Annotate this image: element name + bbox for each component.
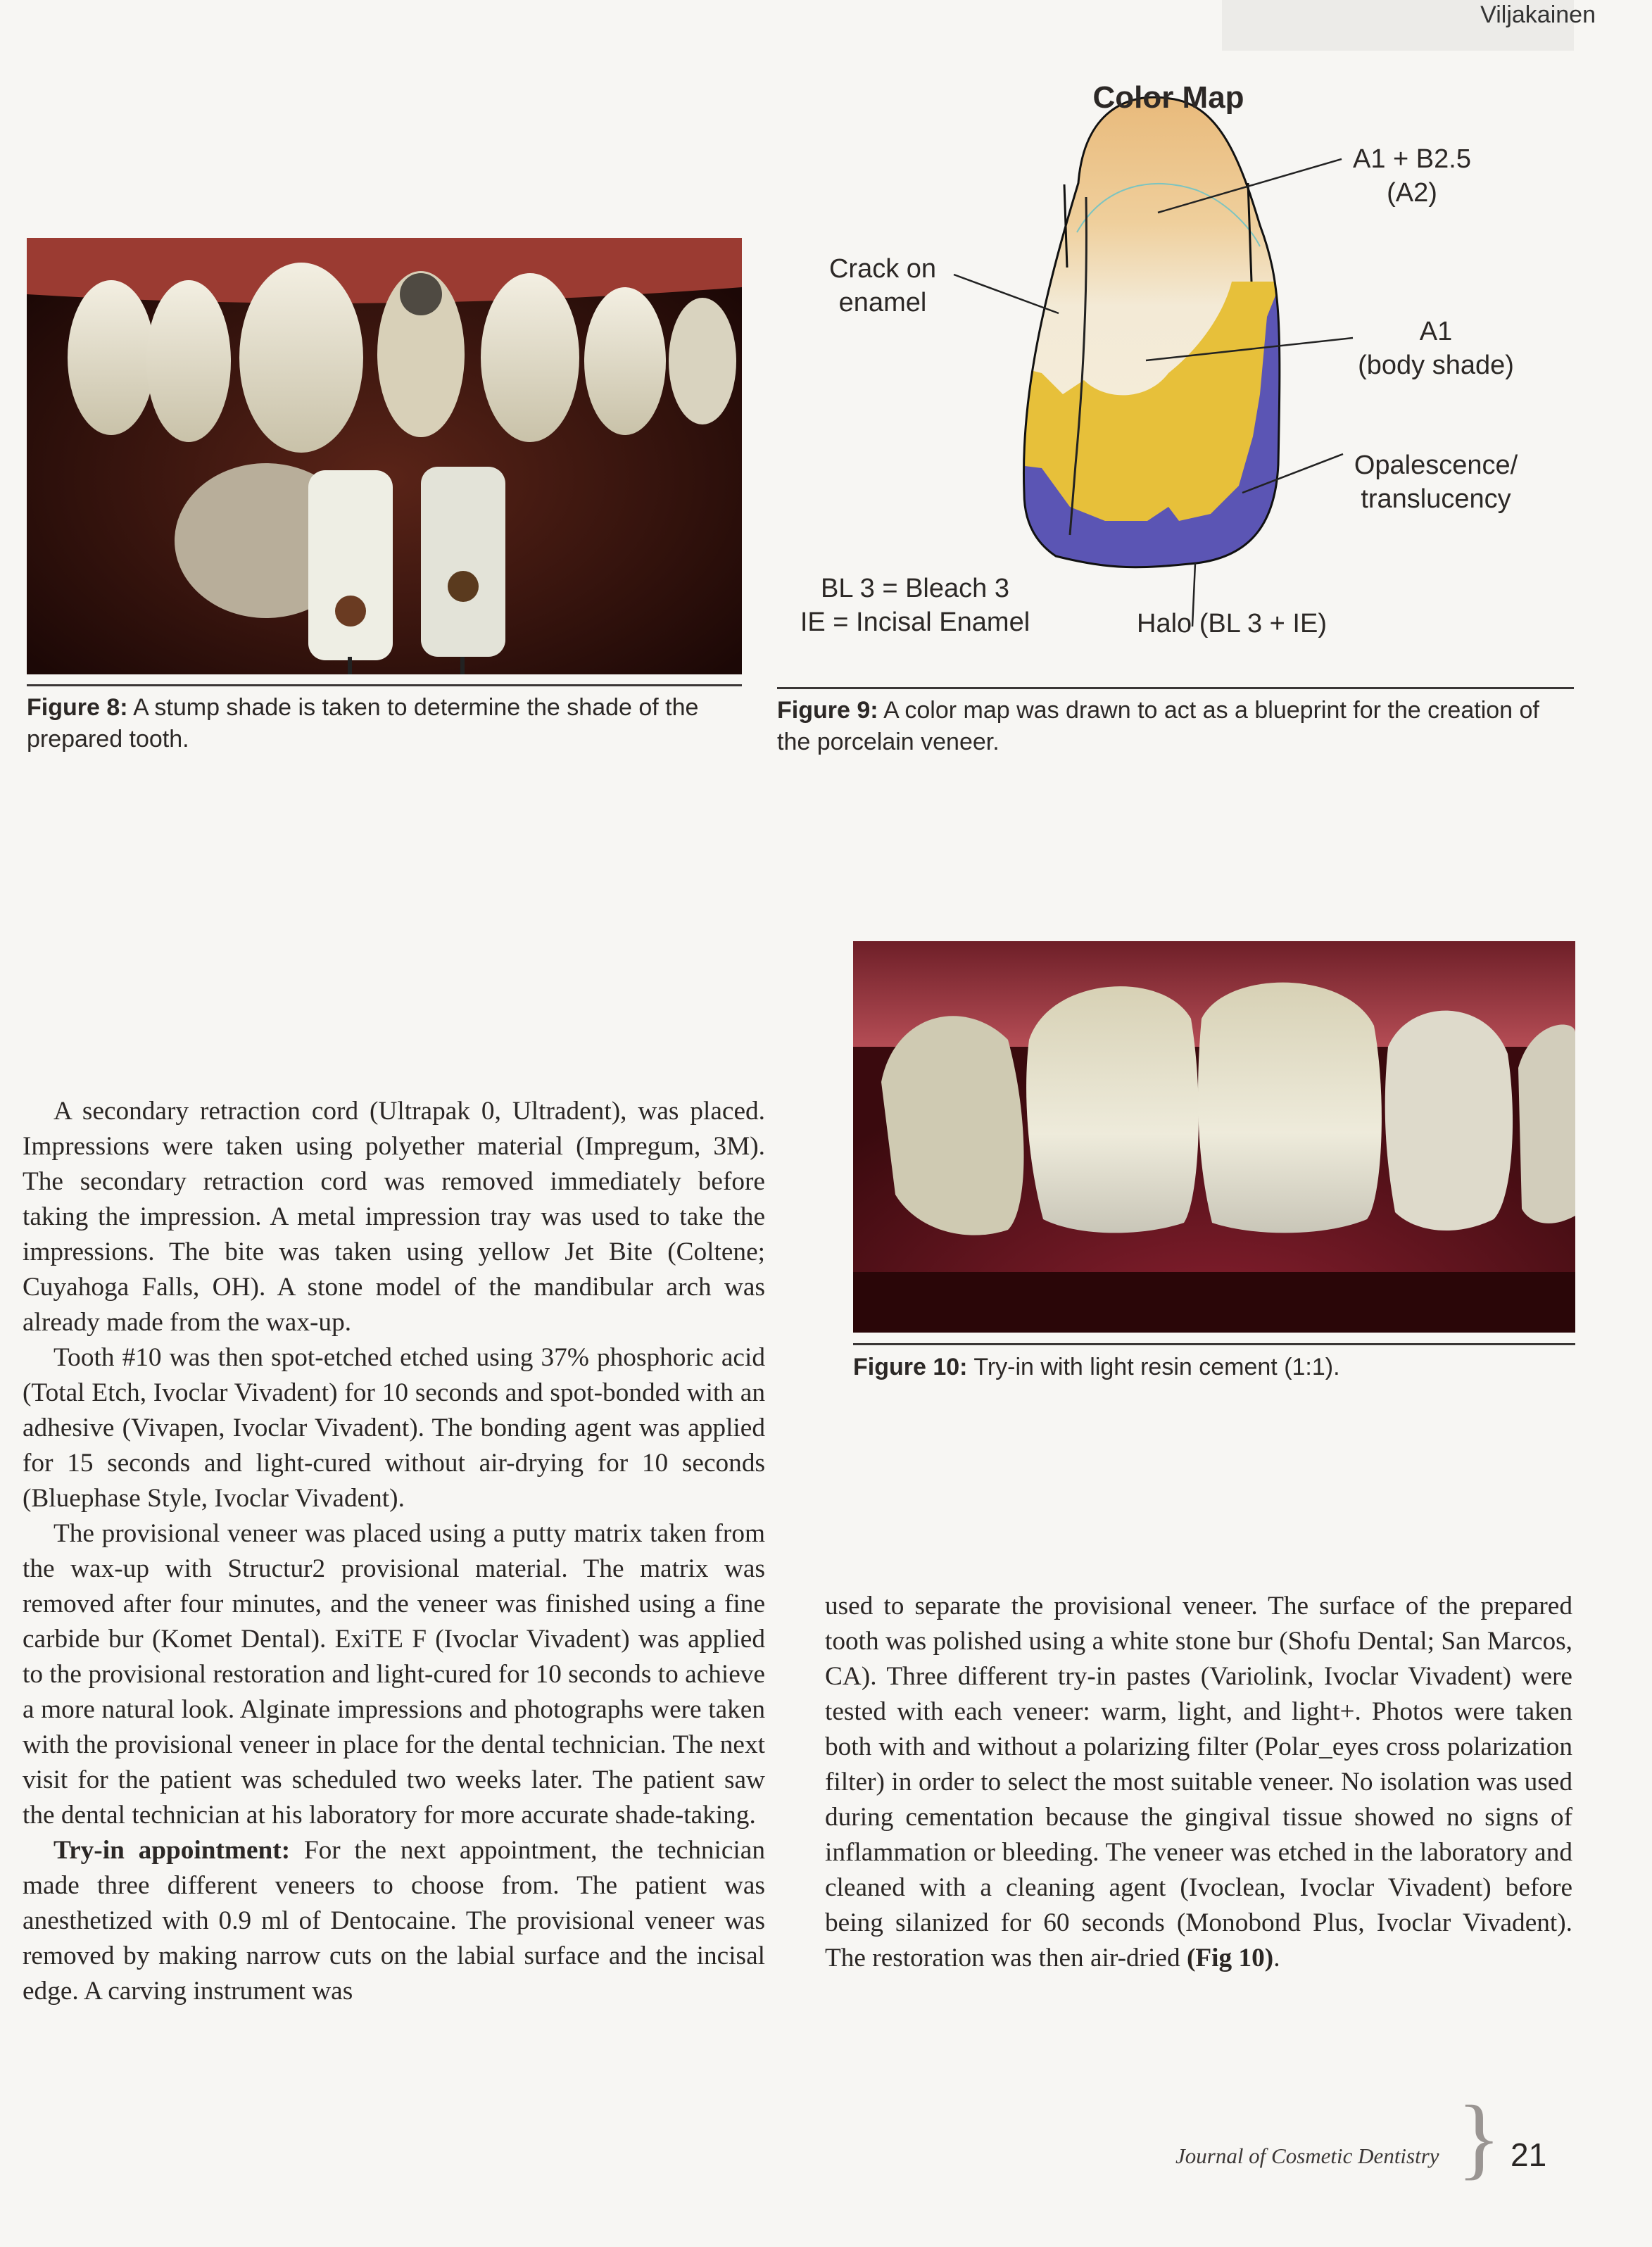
figure-10-photo: [853, 941, 1575, 1333]
tooth-shape: [1014, 84, 1295, 577]
right-column-text: used to separate the provisional veneer. The surface of the prepared tooth was polished using a white stone bur (Shofu Dental; San Marcos, CA). Three different try-in pastes (Variolink, Ivoclar Vivadent) were tested with each veneer: warm, light, and light+. Photos were taken both with and without a polarizing filter (Polar_eyes cross polarization filter) in order to select the most suitable veneer. No isolation was used during cementation because the gingival tissue showed no signs of inflammation or bleeding. The veneer was etched in the laboratory and cleaned with a cleaning agent (Ivoclean, Ivoclar Vivadent) before being silanized for 60 seconds (Monobond Plus, Ivoclar Vivadent). The restoration was then air-dried: [825, 1592, 1572, 1972]
page-number: 21: [1511, 2136, 1547, 2173]
figure-8-caption: [27, 692, 742, 755]
footer-brace: }: [1457, 2087, 1501, 2189]
right-column: [825, 1589, 1572, 1976]
try-in-heading: Try-in appointment:: [53, 1836, 291, 1865]
paragraph-separation: [825, 1589, 1572, 1976]
label-a1-body-shade: A1 (body shade): [1358, 317, 1514, 380]
paragraph-provisional-veneer: The provisional veneer was placed using a putty matrix taken from the wax-up with Structur2 provisional material. The matrix was removed after four minutes, and the veneer was finished using a fine carbide bur (Komet Dental). ExiTE F (Ivoclar Vivadent) was applied to the provisional restoration and light-cured for 10 seconds to achieve a more natural look. Alginate impressions and photographs were taken with the provisional veneer in place for the dental technician. The next visit for the patient was scheduled two weeks later. The patient saw the dental technician at his laboratory for more accurate shade-taking.: [23, 1519, 765, 1830]
figure-10-label: Figure 10:: [853, 1354, 968, 1380]
fig-10-reference: (Fig 10): [1186, 1944, 1274, 1972]
figure-10-rule: [853, 1343, 1575, 1345]
figure-8-label: Figure 8:: [27, 694, 128, 721]
figure-10-caption: [853, 1352, 1575, 1383]
running-head-author: Viljakainen: [1480, 1, 1596, 28]
figure-10-text: Try-in with light resin cement (1:1).: [967, 1354, 1340, 1380]
label-crack-on-enamel: Crack on enamel: [828, 254, 937, 317]
color-map-title: Color Map: [1092, 80, 1244, 115]
footer-journal-name: Journal of Cosmetic Dentistry: [1175, 2144, 1439, 2168]
figure-9-text: A color map was drawn to act as a blueprint for the creation of the porcelain veneer.: [777, 697, 1539, 755]
label-a1-b25: A1 + B2.5 (A2): [1353, 144, 1471, 208]
paragraph-try-in: [23, 1833, 765, 2009]
legend-abbreviations: BL 3 = Bleach 3 IE = Incisal Enamel: [800, 574, 1030, 637]
label-opalescence: Opalescence/ translucency: [1354, 451, 1518, 514]
right-column-end: .: [1273, 1944, 1280, 1972]
figure-8-rule: [27, 684, 742, 686]
left-column: [23, 1094, 765, 2009]
figure-8-photo: [27, 238, 742, 674]
label-halo: Halo (BL 3 + IE): [1137, 609, 1327, 638]
figure-9-label: Figure 9:: [777, 697, 878, 724]
paragraph-retraction-cord: A secondary retraction cord (Ultrapak 0, Ultradent), was placed. Impressions were taken using polyether material (Impregum, 3M). The secondary retraction cord was removed immediately before taking the impression. A metal impression tray was used to take the impressions. The bite was taken using yellow Jet Bite (Coltene; Cuyahoga Falls, OH). A stone model of the mandibular arch was already made from the wax-up.: [23, 1097, 765, 1337]
figure-8-text: A stump shade is taken to determine the shade of the prepared tooth.: [27, 694, 699, 753]
figure-9-diagram: [774, 70, 1577, 690]
try-in-text: For the next appointment, the technician made three different veneers to choose from. The patient was anesthetized with 0.9 ml of Dentocaine. The provisional veneer was removed by making narrow cuts on the labial surface and the incisal edge. A carving instrument was: [23, 1836, 765, 2006]
figure-9-rule: [777, 687, 1574, 689]
figure-9-caption: [777, 695, 1574, 758]
paragraph-spot-etched: Tooth #10 was then spot-etched etched using 37% phosphoric acid (Total Etch, Ivoclar Vivadent) for 10 seconds and spot-bonded with an adhesive (Vivapen, Ivoclar Vivadent). The bonding agent was applied for 15 seconds and light-cured without air-drying for 10 seconds (Bluephase Style, Ivoclar Vivadent).: [23, 1343, 765, 1513]
